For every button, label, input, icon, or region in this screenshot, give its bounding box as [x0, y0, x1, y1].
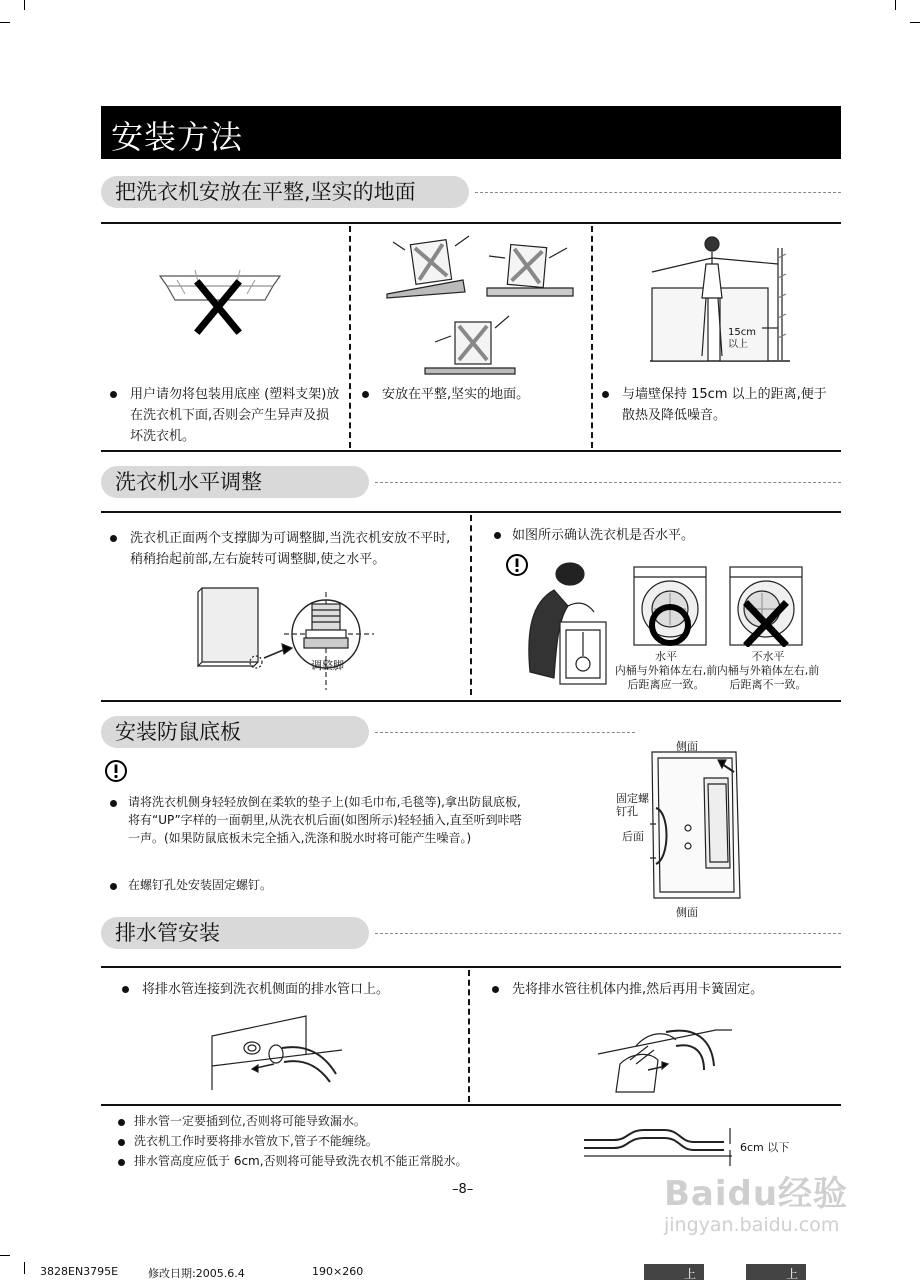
mouse-label-screw: 固定螺钉孔 [616, 792, 649, 818]
level-ng-drum-illustration [728, 565, 804, 647]
uneven-floor-illustration [385, 232, 575, 377]
column-divider [591, 226, 593, 448]
section-bottom-rule [101, 700, 841, 702]
bullet-dot [494, 532, 501, 539]
section-heading-mouse [101, 716, 369, 748]
heading-rule [475, 192, 841, 193]
section-heading-drain-text: 排水管安装 [115, 921, 220, 945]
section-heading-mouse-text: 安装防鼠底板 [115, 720, 241, 744]
footer-page-size: 190×260 [312, 1265, 364, 1278]
heading-rule [375, 482, 841, 483]
page-title: 安装方法 [111, 118, 244, 156]
column-divider [349, 226, 351, 448]
level-ng-title: 不水平 [751, 650, 785, 663]
section-top-rule [101, 222, 841, 224]
crop-mark [24, 0, 25, 10]
drain-note-1: 排水管一定要插到位,否则将可能导致漏水。 [134, 1114, 366, 1128]
crop-mark [24, 1262, 25, 1274]
wall-distance-illustration [650, 228, 800, 368]
drain-note-3: 排水管高度应低于 6cm,否则将可能导致洗衣机不能正常脱水。 [134, 1154, 468, 1168]
level-ok-drum-illustration [632, 565, 708, 647]
bullet-dot [362, 391, 369, 398]
bullet-dot [118, 1139, 125, 1146]
caution-icon [104, 759, 128, 783]
mouse-label-back: 后面 [622, 830, 644, 843]
level-right-text: 如图所示确认洗衣机是否水平。 [512, 528, 695, 543]
footer-register-mark-text: 上 [684, 1267, 697, 1280]
bullet-dot [110, 883, 117, 890]
column-divider [470, 515, 472, 695]
section-heading-drain [101, 917, 369, 949]
mouse-label-side-bottom: 侧面 [676, 906, 698, 919]
person-checking-level-illustration [524, 560, 614, 688]
watermark-url: jingyan.baidu.com [664, 1214, 840, 1236]
section-top-rule [101, 966, 841, 968]
level-ok-desc: 内桶与外箱体左右,前后距离应一致。 [614, 664, 718, 691]
crop-mark [0, 22, 10, 23]
floor-col2-text: 安放在平整,坚实的地面。 [382, 387, 530, 402]
footer-register-mark-text: 上 [786, 1267, 799, 1280]
level-left-text: 洗衣机正面两个支撑脚为可调整脚,当洗衣机安放不平时,稍稍抬起前部,左右旋转可调整脚,使之水平。 [130, 531, 451, 567]
bullet-dot [118, 1159, 125, 1166]
page-number: –8– [452, 1182, 474, 1197]
adjustable-foot-illustration [196, 582, 386, 692]
wall-distance-label: 15cm 以上 [728, 327, 756, 350]
drain-left-text: 将排水管连接到洗衣机侧面的排水管口上。 [142, 982, 390, 997]
mouse-plate-illustration [648, 748, 744, 908]
section-heading-level-text: 洗衣机水平调整 [115, 470, 262, 494]
bullet-dot [122, 986, 129, 993]
footer-register-mark [644, 1264, 704, 1280]
bullet-dot [110, 391, 117, 398]
section-heading-level [101, 466, 369, 498]
drain-clamp-illustration [596, 1006, 736, 1094]
floor-col1-text: 用户请勿将包装用底座 (塑料支架)放在洗衣机下面,否则会产生异声及损坏洗衣机。 [130, 387, 340, 444]
section-heading-floor [101, 176, 469, 208]
level-ng-desc: 内桶与外箱体左右,前后距离不一致。 [716, 664, 820, 691]
drain-right-text: 先将排水管往机体内推,然后再用卡簧固定。 [512, 982, 764, 997]
column-divider [468, 970, 470, 1102]
footer-revision-date: 修改日期:2005.6.4 [148, 1267, 245, 1280]
drain-connect-illustration [196, 1014, 346, 1094]
adjustable-foot-label: 调整脚 [311, 659, 344, 672]
crop-mark [910, 22, 920, 23]
footer-doc-code: 3828EN3795E [40, 1265, 119, 1278]
section-heading-floor-text: 把洗衣机安放在平整,坚实的地面 [115, 180, 416, 204]
footer-register-mark [746, 1264, 806, 1280]
section-bottom-rule [101, 450, 841, 452]
level-ok-caption [612, 650, 720, 692]
bullet-dot [492, 986, 499, 993]
mouse-text-2: 在螺钉孔处安装固定螺钉。 [128, 878, 273, 892]
crop-mark [895, 0, 896, 10]
level-ng-caption [714, 650, 822, 692]
heading-rule [375, 732, 635, 733]
cross-mark-icon [199, 284, 237, 330]
page-title-bar [101, 106, 841, 159]
section-bottom-rule [101, 1104, 841, 1106]
drain-height-illustration [584, 1120, 734, 1168]
packaging-base-illustration [155, 262, 285, 337]
level-ok-title: 水平 [655, 650, 677, 663]
mouse-text-1: 请将洗衣机侧身轻轻放倒在柔软的垫子上(如毛巾布,毛毯等),拿出防鼠底板,将有“UP”字样的一面朝里,从洗衣机后面(如图所示)轻轻插入,直至听到咔嗒一声。(如果防鼠底板未完全插入,洗涤和脱水时将可能产生噪音。) [128, 795, 522, 845]
heading-rule [375, 933, 841, 934]
bullet-dot [110, 800, 117, 807]
watermark-brand: Baidu经验 [664, 1174, 849, 1214]
section-top-rule [101, 511, 841, 513]
bullet-dot [118, 1119, 125, 1126]
mouse-label-side-top: 侧面 [676, 740, 698, 753]
crop-mark [0, 1255, 10, 1256]
bullet-dot [602, 391, 609, 398]
drain-height-label: 6cm 以下 [740, 1141, 790, 1154]
bullet-dot [110, 535, 117, 542]
drain-note-2: 洗衣机工作时要将排水管放下,管子不能缠绕。 [134, 1134, 378, 1148]
floor-col3-text: 与墙壁保持 15cm 以上的距离,便于散热及降低噪音。 [622, 387, 827, 423]
